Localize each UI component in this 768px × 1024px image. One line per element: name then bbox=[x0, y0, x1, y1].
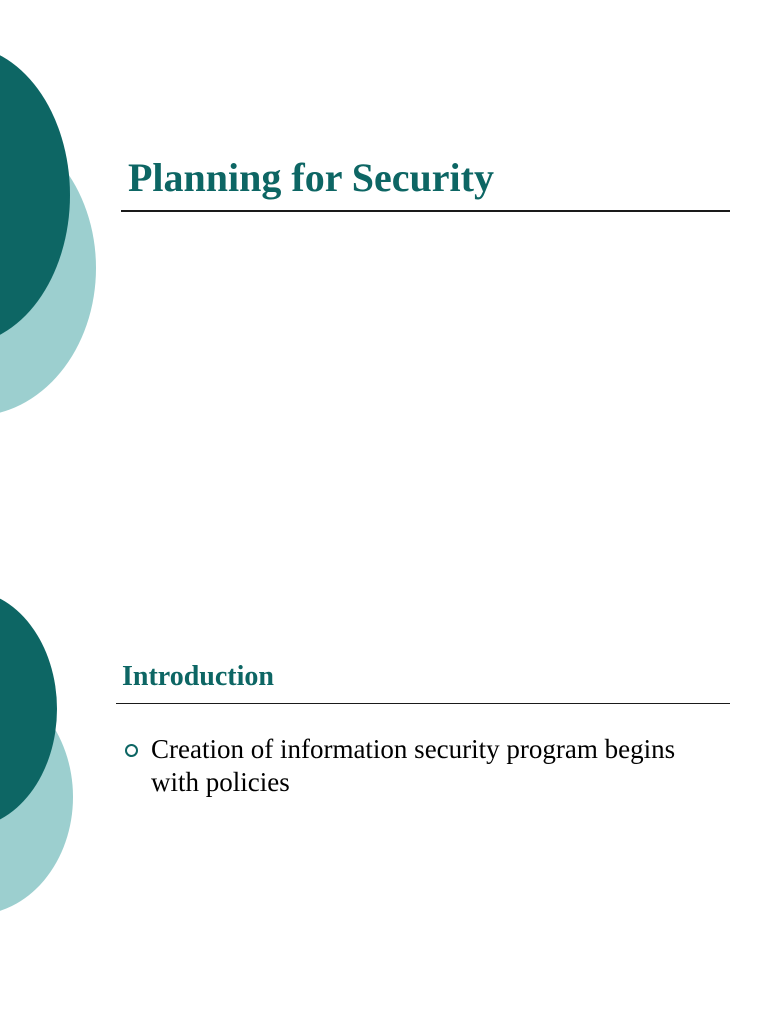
slide-title: Planning for Security bbox=[128, 155, 494, 200]
content-slide bbox=[0, 512, 768, 1024]
title-divider bbox=[121, 210, 730, 212]
bullet-text: Creation of information security program begins with policies bbox=[151, 734, 676, 797]
hollow-circle-bullet-icon bbox=[125, 744, 138, 757]
bullet-list bbox=[122, 733, 722, 799]
list-item bbox=[122, 733, 722, 799]
slide-title: Introduction bbox=[122, 661, 274, 692]
title-divider bbox=[116, 703, 730, 704]
